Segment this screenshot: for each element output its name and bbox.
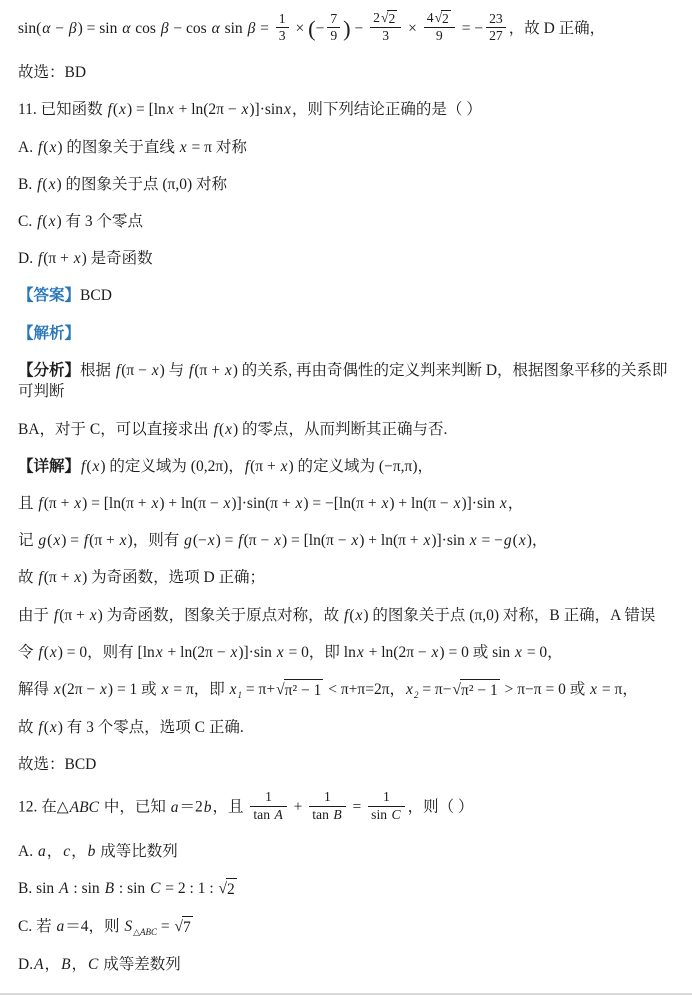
q11-stem: 11. 已知函数 f(x) = [lnx + ln(2π − x)]·sinx，则下列结论正确的是（ ） — [18, 101, 482, 119]
q12-stem: 12. 在△ABC 中，已知 a＝2b，且 $\frac{1}{\text{tan A}}$ + $\frac{1}{\text{tan B}}$ = $\frac{1}{\text{sin C}}$ ，则（ ） — [18, 789, 474, 822]
q11-detail-3: 记 g(x) = f(π + x)，则有 g(−x) = f(π − x) = [ln(π − x) + ln(π + x)]·sin x = −g(x)， — [18, 532, 548, 550]
q12-option-d: D.A，B，C 成等差数列 — [18, 956, 181, 974]
q11-detail-4: 故 f(π + x) 为奇函数，选项 D 正确； — [18, 569, 266, 587]
q12-option-b: B. sin A : sin B : sin C = 2 : 1 : √ 2 — [18, 878, 670, 901]
fraction: $\frac{7}{9}$ — [327, 11, 340, 45]
square-root: √ 2 — [380, 10, 396, 26]
square-root: √ π² − 1 — [276, 679, 323, 702]
section-label: 【解析】 — [18, 324, 81, 342]
q11-detail-7: 解得 x(2π − x) = 1 或 x = π，即 $x_1 = \pi+$ √ π² − 1 < π+π=2π，$x_2 = \pi-$ √ π² − 1 > π−π = 0 或 x = π， — [18, 680, 638, 700]
section-label: 【答案】 — [18, 287, 81, 305]
q11-detail-5: 由于 f(π + x) 为奇函数，图象关于原点对称，故 f(x) 的图象关于点 (π,0) 对称，B 正确，A 错误 — [18, 606, 656, 624]
square-root: √ 7 — [175, 916, 193, 939]
section-label: 【分析】 — [18, 361, 81, 379]
q12-option-a: A. a，c，b 成等比数列 — [18, 842, 178, 860]
q11-analysis-line-2: BA，对于 C，可以直接求出 f(x) 的零点，从而判断其正确与否. — [18, 420, 448, 438]
fraction: 4 √ 2 9 — [424, 10, 455, 45]
q11-detail-6: 令 f(x) = 0，则有 [lnx + ln(2π − x)]·sin x = 0，即 lnx + ln(2π − x) = 0 或 sin x = 0， — [18, 643, 563, 661]
q11-detail-1: 【详解】f(x) 的定义域为 (0,2π)，f(π + x) 的定义域为 (−π,π)， — [18, 457, 434, 475]
square-root: √ 2 — [219, 878, 237, 901]
q11-option-b: B. f(x) 的图象关于点 (π,0) 对称 — [18, 175, 228, 193]
q10-answer: 故选：BD — [18, 64, 87, 82]
q11-analysis-line-1: 【分析】根据 f(π − x) 与 f(π + x) 的关系, 再由奇偶性的定义判来判断 D，根据图象平移的关系即可判断 — [18, 361, 668, 401]
fraction: $\frac{1}{\text{sin C}}$ — [368, 789, 404, 823]
q10-final-formula: sin(α − β) = sin α cos β − cos α sin β = $\frac{1}{3}$ × (− $\frac{7}{9}$ ) − 2 √ 2 3 × 4 √ 2 9 = − $\frac{23}{27}$ ，故 D 正确， — [18, 10, 606, 44]
q11-option-a: A. f(x) 的图象关于直线 x = π 对称 — [18, 138, 247, 156]
section-label: 【详解】 — [18, 457, 81, 475]
fraction: $\frac{23}{27}$ — [486, 11, 506, 45]
q11-final-answer: 故选：BCD — [18, 756, 97, 774]
square-root: √ π² − 1 — [453, 679, 500, 702]
document-body — [18, 12, 670, 976]
q11-option-d: D. f(π + x) 是奇函数 — [18, 250, 153, 268]
fraction: $\frac{1}{3}$ — [276, 11, 289, 45]
fraction: $\frac{1}{\text{tan A}}$ — [250, 789, 286, 823]
square-root: √ 2 — [434, 10, 449, 26]
q11-detail-2: 且 f(π + x) = [ln(π + x) + ln(π − x)]·sin(π + x) = −[ln(π + x) + ln(π − x)]·sin x， — [18, 494, 524, 512]
fraction: 2 √ 2 3 — [370, 10, 401, 45]
q11-analysis-header — [18, 323, 670, 345]
q11-answer-label: 【答案】BCD — [18, 287, 112, 305]
q12-option-c: C. 若 a＝4，则 $S_{\triangle ABC}$ = √ 7 — [18, 918, 191, 938]
q11-option-c: C. f(x) 有 3 个零点 — [18, 212, 144, 230]
q11-detail-8: 故 f(x) 有 3 个零点，选项 C 正确. — [18, 719, 244, 737]
fraction: $\frac{1}{\text{tan B}}$ — [309, 789, 345, 823]
